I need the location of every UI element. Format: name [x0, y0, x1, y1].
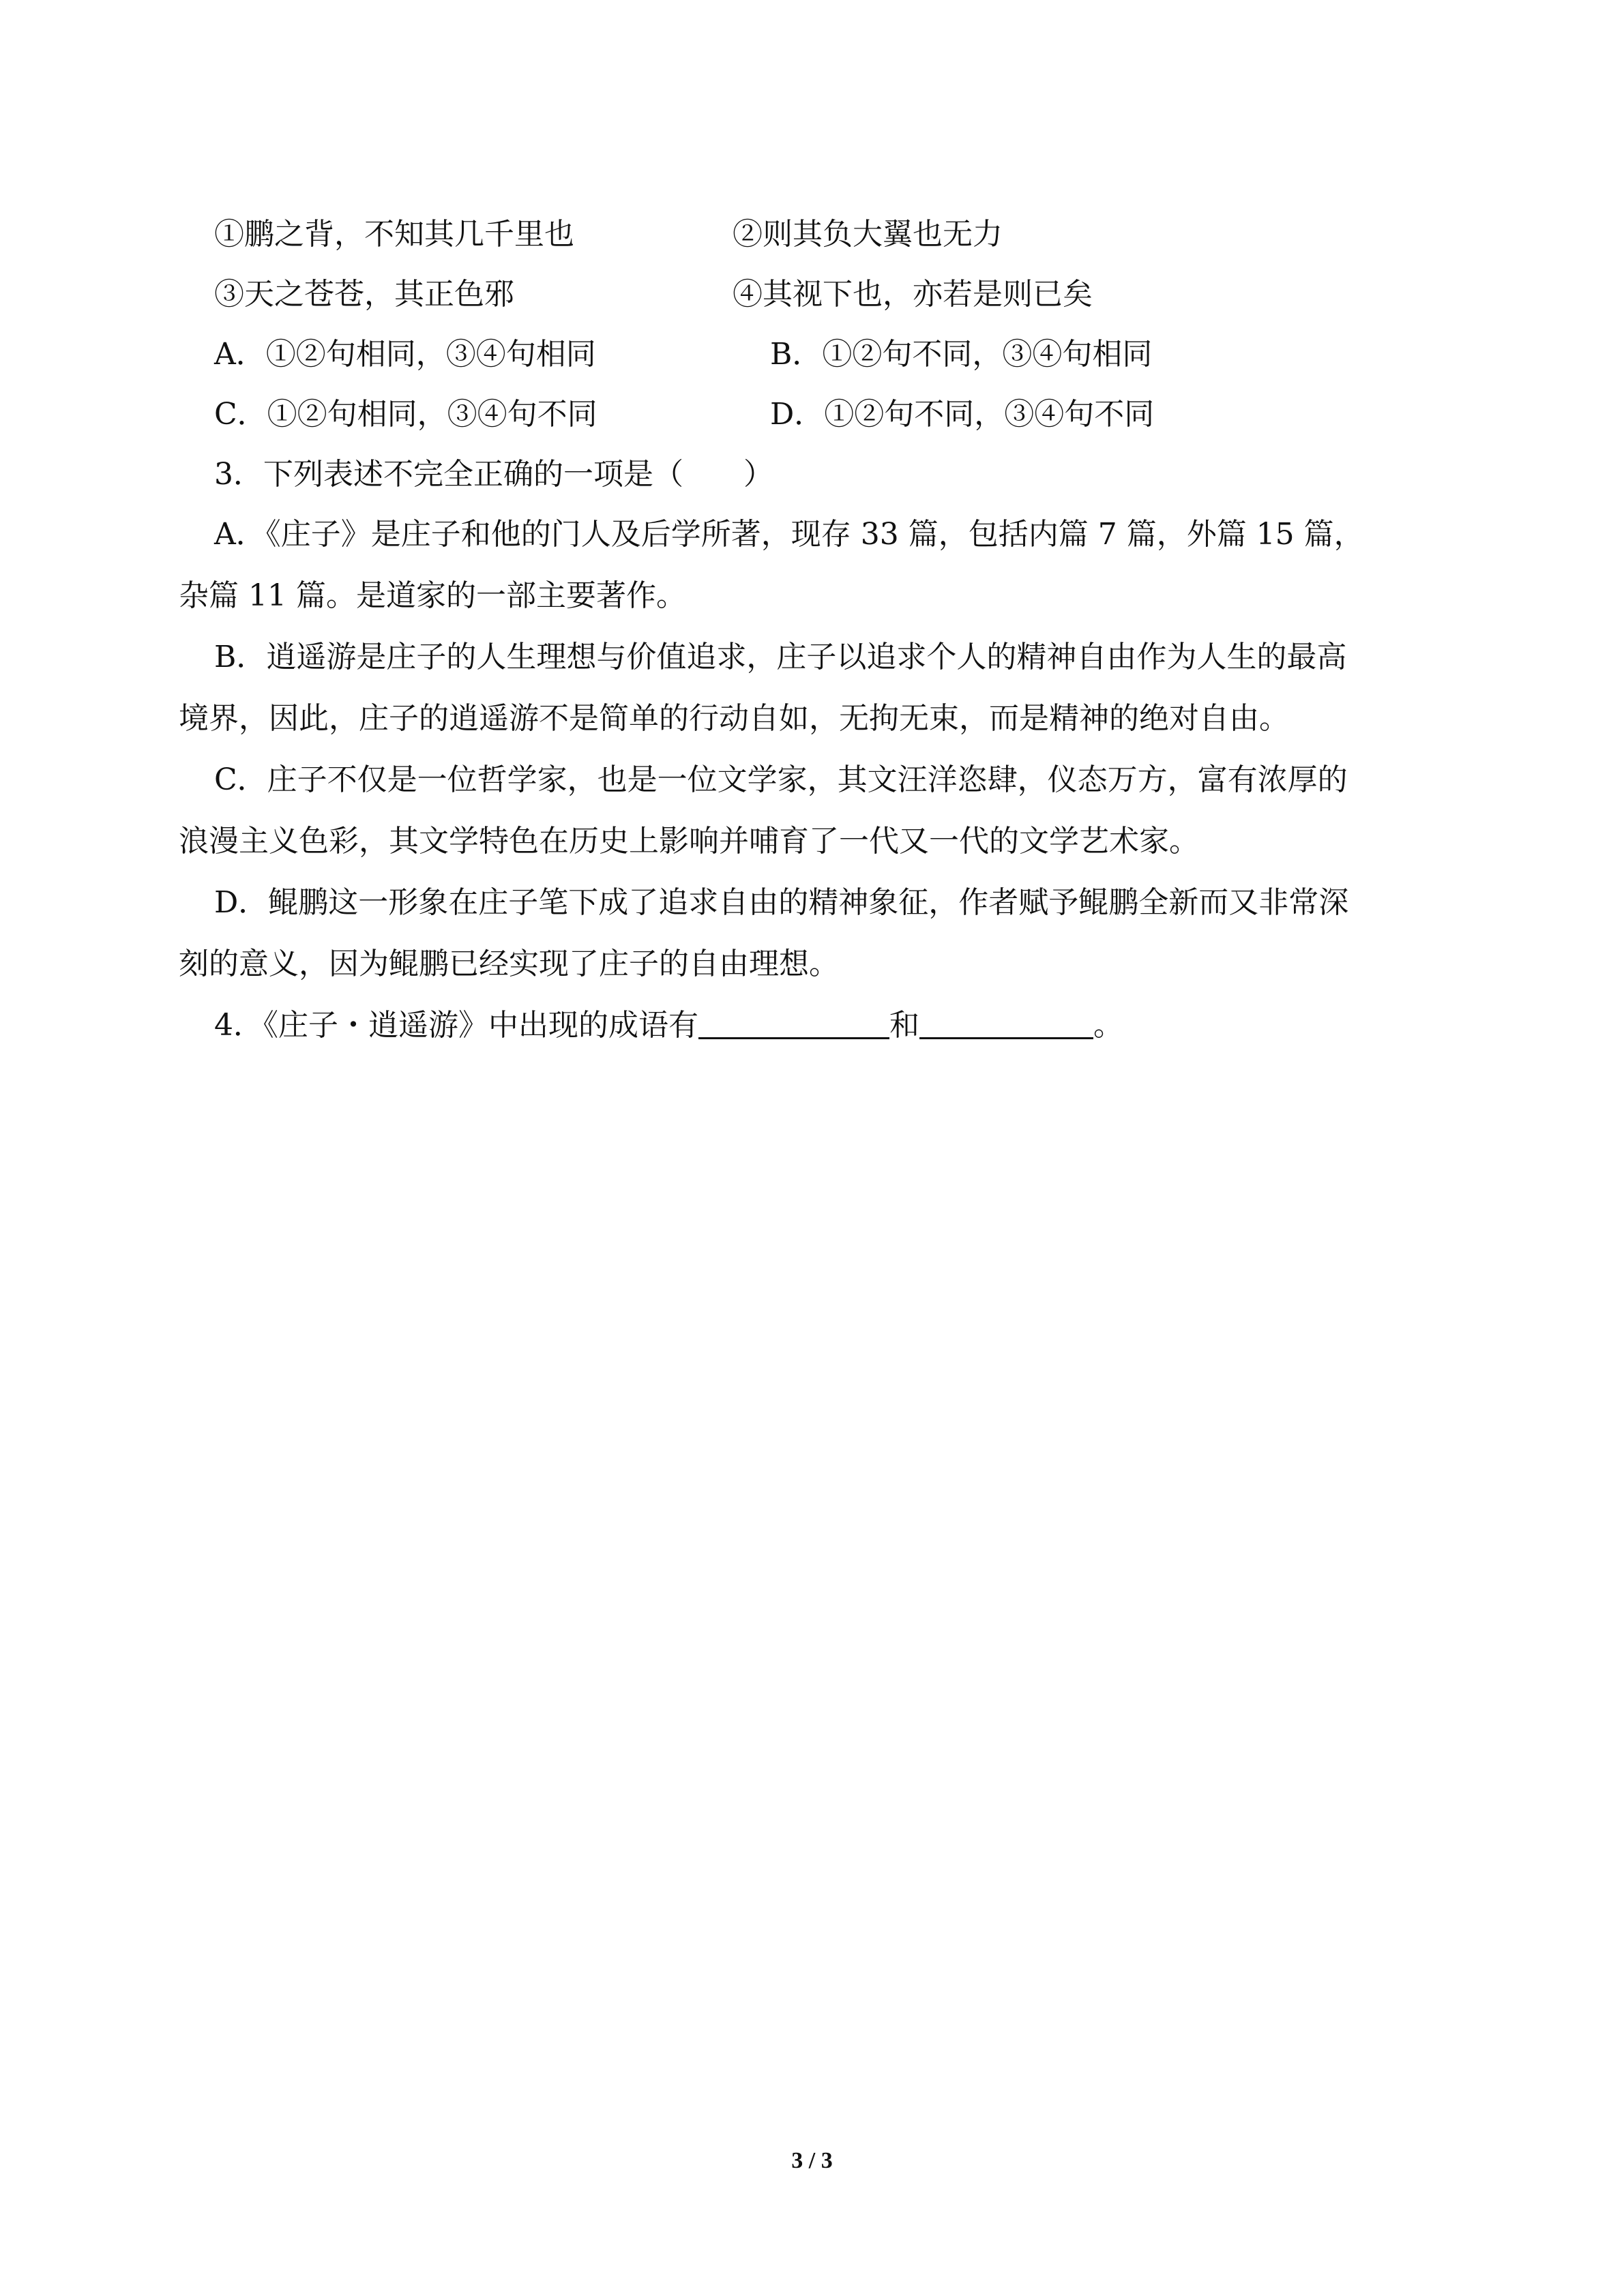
sentence-3: ③天之苍苍，其正色邪: [214, 277, 514, 312]
answer-blank-2[interactable]: [919, 1007, 1093, 1039]
answer-blank-1[interactable]: [698, 1007, 889, 1039]
q3-choice-d-line-2: 刻的意义，因为鲲鹏已经实现了庄子的自由理想。: [179, 946, 839, 981]
question-4-middle: 和: [889, 1008, 919, 1043]
q3-choice-a-line-1: A．《庄子》是庄子和他的门人及后学所著，现存 33 篇，包括内篇 7 篇，外篇 15 篇，: [214, 517, 1364, 552]
q2-choice-d: D．①②句不同，③④句不同: [770, 397, 1155, 432]
question-4-prefix: 4．《庄子・逍遥游》中出现的成语有: [214, 1008, 698, 1043]
q3-choice-b-line-2: 境界，因此，庄子的逍遥游不是简单的行动自如，无拘无束，而是精神的绝对自由。: [179, 701, 1289, 736]
q3-choice-b-line-1: B．逍遥游是庄子的人生理想与价值追求，庄子以追求个人的精神自由作为人生的最高: [214, 640, 1347, 674]
sentence-pair-2: [179, 265, 1468, 325]
q2-choice-b: B．①②句不同，③④句相同: [770, 337, 1153, 372]
q3-choice-b: [179, 627, 1468, 750]
q2-choice-c: C．①②句相同，③④句不同: [214, 397, 597, 432]
page-number: 3 / 3: [791, 2148, 833, 2173]
q2-choices-row-2: [179, 385, 1468, 445]
sentence-2: ②则其负大翼也无力: [733, 217, 1003, 252]
q3-choice-c: [179, 750, 1468, 873]
document-body: [179, 205, 1468, 1056]
question-4-suffix: 。: [1093, 1008, 1123, 1043]
q3-choice-a-line-2: 杂篇 11 篇。是道家的一部主要著作。: [179, 578, 686, 613]
q3-choice-c-line-2: 浪漫主义色彩，其文学特色在历史上影响并哺育了一代又一代的文学艺术家。: [179, 824, 1199, 859]
q3-choice-c-line-1: C．庄子不仅是一位哲学家，也是一位文学家，其文汪洋恣肆，仪态万方，富有浓厚的: [214, 762, 1348, 797]
q3-choice-d-line-1: D．鲲鹏这一形象在庄子笔下成了追求自由的精神象征，作者赋予鲲鹏全新而又非常深: [214, 885, 1349, 920]
question-4: [179, 996, 1468, 1056]
q3-choice-a: [179, 505, 1468, 627]
sentence-1: ①鹏之背，不知其几千里也: [214, 217, 574, 252]
question-3-stem: 3．下列表述不完全正确的一项是（ ）: [214, 457, 773, 492]
q2-choice-a: A．①②句相同，③④句相同: [214, 337, 596, 372]
q2-choices-row-1: [179, 325, 1468, 385]
sentence-4: ④其视下也，亦若是则已矣: [733, 277, 1093, 312]
sentence-pair-1: [179, 205, 1468, 265]
q3-choice-d: [179, 873, 1468, 996]
